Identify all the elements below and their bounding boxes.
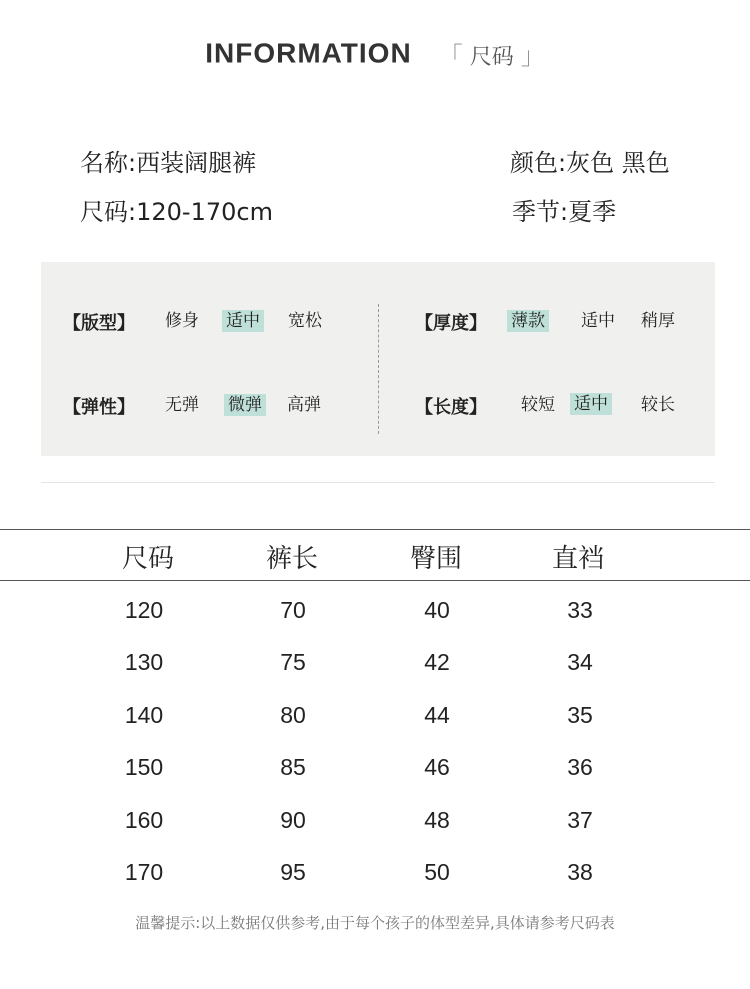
attr-label-fit: 【版型】 xyxy=(63,313,135,334)
attr-thickness-option: 稍厚 xyxy=(641,311,675,331)
section-divider xyxy=(41,482,715,483)
attr-label-thickness: 【厚度】 xyxy=(415,313,487,334)
table-cell: 95 xyxy=(280,859,306,885)
attr-elasticity-option: 高弹 xyxy=(287,395,321,415)
product-color-value: 灰色 黑色 xyxy=(566,149,670,177)
table-cell: 90 xyxy=(280,807,306,833)
table-cell: 150 xyxy=(124,754,164,780)
table-cell: 46 xyxy=(424,754,450,780)
header-title-cn xyxy=(438,42,545,70)
table-cell: 75 xyxy=(280,649,306,675)
product-season xyxy=(512,192,616,227)
table-cell: 38 xyxy=(567,859,593,885)
page-header xyxy=(0,36,750,71)
table-header-hip: 臀围 xyxy=(409,544,462,574)
product-color xyxy=(510,143,670,178)
table-cell: 42 xyxy=(424,649,450,675)
attr-length-option: 较短 xyxy=(521,395,555,415)
table-header-size: 尺码 xyxy=(121,544,174,574)
attr-thickness-option: 薄款 xyxy=(507,310,549,332)
table-top-border xyxy=(0,529,750,530)
header-cn-text: 尺码 xyxy=(469,45,514,70)
table-cell: 120 xyxy=(124,597,164,623)
attr-length-option: 较长 xyxy=(641,395,675,415)
table-cell: 130 xyxy=(124,649,164,675)
table-cell: 35 xyxy=(567,702,593,728)
table-cell: 70 xyxy=(280,597,306,623)
table-header-rise: 直裆 xyxy=(551,544,604,574)
attr-thickness-option: 适中 xyxy=(581,311,615,331)
table-cell: 36 xyxy=(567,754,593,780)
attr-fit-option: 适中 xyxy=(222,310,264,332)
product-season-value: 夏季 xyxy=(568,198,617,226)
product-color-label: 颜色: xyxy=(510,149,567,177)
table-cell: 85 xyxy=(280,754,306,780)
attribute-divider xyxy=(378,304,379,434)
product-name-label: 名称: xyxy=(80,149,137,177)
table-header-length: 裤长 xyxy=(265,544,318,574)
bracket-open: 「 xyxy=(438,42,463,70)
bracket-close: 」 xyxy=(520,42,545,70)
table-cell: 48 xyxy=(424,807,450,833)
product-name xyxy=(80,143,256,178)
attribute-panel xyxy=(41,262,715,456)
attr-length-option: 适中 xyxy=(570,393,612,415)
attr-fit-option: 宽松 xyxy=(288,311,322,331)
attr-elasticity-option: 微弹 xyxy=(224,394,266,416)
attr-label-elasticity: 【弹性】 xyxy=(63,397,135,418)
attr-elasticity-option: 无弹 xyxy=(165,395,199,415)
product-size-label: 尺码: xyxy=(80,198,137,226)
attr-label-length: 【长度】 xyxy=(415,397,487,418)
table-header-border xyxy=(0,580,750,581)
product-name-value: 西装阔腿裤 xyxy=(136,149,257,177)
header-title-en: INFORMATION xyxy=(205,37,412,69)
table-cell: 44 xyxy=(424,702,450,728)
table-cell: 33 xyxy=(567,597,593,623)
attr-fit-option: 修身 xyxy=(165,311,199,331)
table-cell: 37 xyxy=(567,807,593,833)
table-cell: 140 xyxy=(124,702,164,728)
table-cell: 50 xyxy=(424,859,450,885)
table-cell: 170 xyxy=(124,859,164,885)
product-size xyxy=(80,192,273,227)
footnote: 温馨提示:以上数据仅供参考,由于每个孩子的体型差异,具体请参考尺码表 xyxy=(135,914,615,932)
table-cell: 40 xyxy=(424,597,450,623)
table-cell: 160 xyxy=(124,807,164,833)
product-size-value: 120-170cm xyxy=(136,198,273,226)
table-cell: 34 xyxy=(567,649,593,675)
table-cell: 80 xyxy=(280,702,306,728)
product-season-label: 季节: xyxy=(512,198,569,226)
